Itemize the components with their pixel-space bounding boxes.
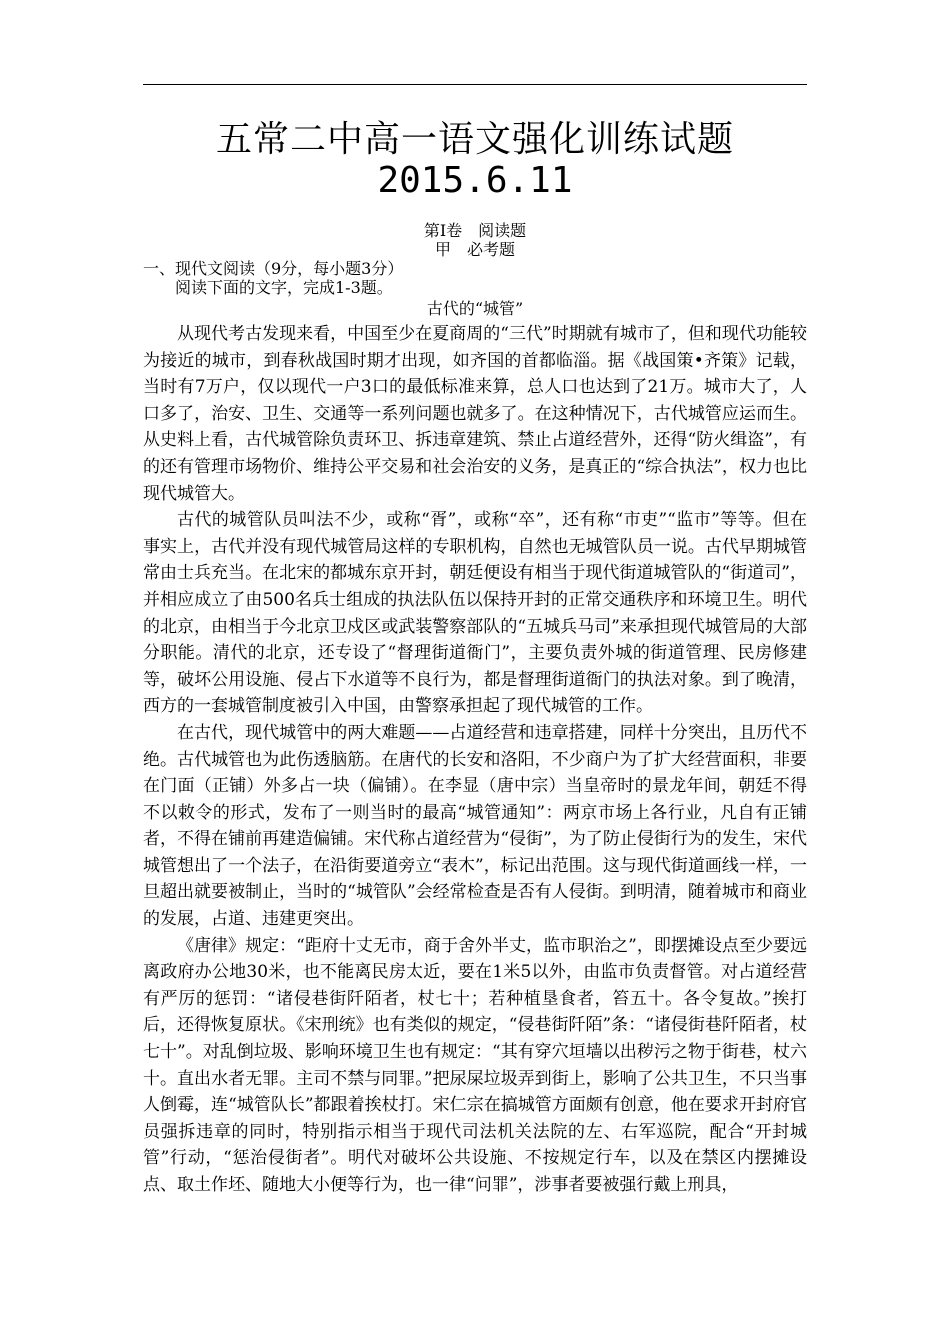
header-rule [143,84,807,85]
section-tag: 甲 必考题 [434,240,515,259]
article-title: 古代的“城管” [426,299,524,318]
article-paragraph-1: 从现代考古发现来看，中国至少在夏商周的“三代”时期就有城市了，但和现代功能较为接近的城市，到春秋战国时期才出现，如齐国的首都临淄。据《战国策•齐策》记载，当时有7万户，仅以现代一户3口的最低标准来算，总人口也达到了21万。城市大了，人口多了，治安、卫生、交通等一系列问题也就多了。在这种情况下，古代城管应运而生。从史料上看，古代城管除负责环卫、拆违章建筑、禁止占道经营外，还得“防火缉盗”，有的还有管理市场物价、维持公平交易和社会治安的义务，是真正的“综合执法”，权力也比现代城管大。 [143,324,807,504]
article-paragraph-2: 古代的城管队员叫法不少，或称“胥”，或称“卒”，还有称“市吏”“监市”等等。但在事实上，古代并没有现代城管局这样的专职机构，自然也无城管队员一说。古代早期城管常由士兵充当。在北宋的都城东京开封，朝廷便设有相当于现代街道城管队的“街道司”，并相应成立了由500名兵士组成的执法队伍以保持开封的正常交通秩序和环境卫生。明代的北京，由相当于今北京卫戍区或武装警察部队的“五城兵马司”来承担现代城管局的大部分职能。清代的北京，还专设了“督理街道衙门”，主要负责外城的街道管理、民房修建等，破坏公用设施、侵占下水道等不良行为，都是督理街道衙门的执法对象。到了晚清，西方的一套城管制度被引入中国，由警察承担起了现代城管的工作。 [143,510,807,717]
volume-heading: 第Ⅰ卷 阅读题 [423,221,527,240]
document-date: 2015.6.11 [377,160,573,201]
section-heading: 一、现代文阅读（9分，每小题3分） [143,259,404,278]
document-page [143,84,807,1199]
document-title: 五常二中高一语文强化训练试题 [215,119,734,160]
article-paragraph-3: 在古代，现代城管中的两大难题——占道经营和违章搭建，同样十分突出，且历代不绝。古代城管也为此伤透脑筋。在唐代的长安和洛阳，不少商户为了扩大经营面积，非要在门面（正铺）外多占一块（偏铺）。在李显（唐中宗）当皇帝时的景龙年间，朝廷不得不以敕令的形式，发布了一则当时的最高“城管通知”：两京市场上各行业，凡自有正铺者，不得在铺前再建造偏铺。宋代称占道经营为“侵街”，为了防止侵街行为的发生，宋代城管想出了一个法子，在沿街要道旁立“表木”，标记出范围。这与现代街道画线一样，一旦超出就要被制止，当时的“城管队”会经常检查是否有人侵街。到明清，随着城市和商业的发展，占道、违建更突出。 [143,722,807,930]
article-paragraph-4: 《唐律》规定：“距府十丈无市，商于舍外半丈，监市职治之”，即摆摊设点至少要远离政府办公地30米，也不能离民房太近，要在1米5以外，由监市负责督管。对占道经营有严厉的惩罚：“诸侵巷街阡陌者，杖七十；若种植垦食者，笞五十。各令复故。”挨打后，还得恢复原状。《宋刑统》也有类似的规定，“侵巷街阡陌”条：“诸侵街巷阡陌者，杖七十”。对乱倒垃圾、影响环境卫生也有规定：“其有穿穴垣墙以出秽污之物于街巷，杖六十。直出水者无罪。主司不禁与同罪。”把尿屎垃圾弄到街上，影响了公共卫生，不只当事人倒霉，连“城管队长”都跟着挨杖打。宋仁宗在搞城管方面颇有创意，他在要求开封府官员强拆违章的同时，特别指示相当于现代司法机关法院的左、右军巡院，配合“开封城管”行动，“惩治侵街者”。明代对破坏公共设施、不按规定行车，以及在禁区内摆摊设点、取土作坯、随地大小便等行为，也一律“问罪”，涉事者要被强行戴上刑具， [143,935,807,1195]
reading-instruction: 阅读下面的文字，完成1-3题。 [175,278,393,297]
